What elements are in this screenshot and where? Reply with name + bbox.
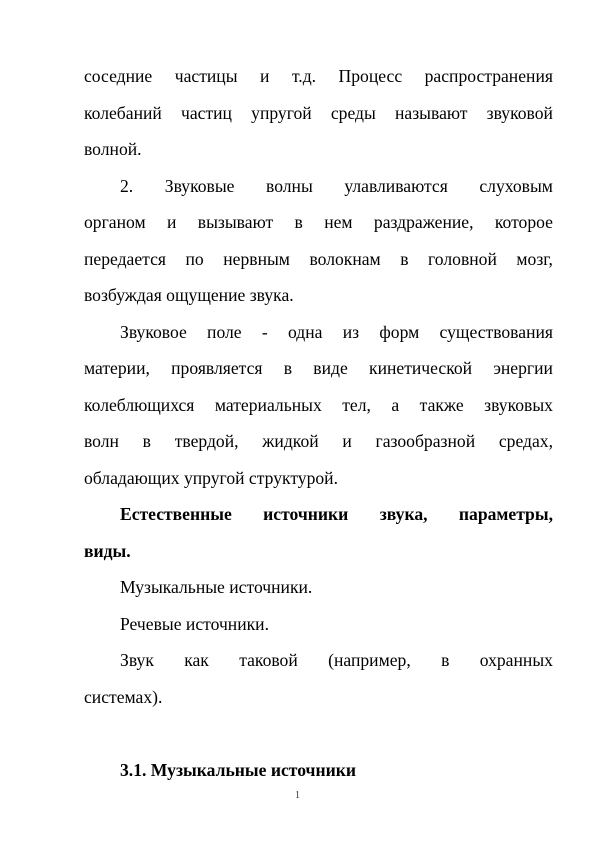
text-line	[84, 314, 553, 351]
word: Звуковое	[120, 321, 187, 342]
word: охранных	[479, 650, 553, 670]
word: как	[184, 650, 209, 670]
word: поле	[207, 321, 242, 342]
paragraph-2	[84, 168, 553, 314]
word: Процесс	[338, 66, 403, 86]
word: раздражение,	[373, 212, 474, 232]
word: в	[400, 248, 409, 269]
text-line	[84, 241, 553, 278]
word: упругой	[251, 102, 312, 123]
text-line	[84, 58, 553, 95]
text-line	[84, 423, 553, 460]
line-text: обладающих упругой структурой.	[84, 467, 338, 488]
text-line	[84, 569, 553, 606]
word: нем	[324, 212, 353, 232]
word: распространения	[424, 66, 553, 86]
word: средах,	[498, 431, 553, 451]
word: твердой,	[174, 431, 239, 451]
paragraph-field	[84, 314, 553, 497]
word: материальных	[214, 394, 322, 415]
word: которое	[494, 212, 553, 232]
word: проявляется	[171, 358, 263, 378]
word: соседние	[84, 66, 153, 86]
paragraph-gap	[84, 715, 553, 752]
document-page	[84, 58, 553, 788]
text-line	[84, 387, 553, 424]
word: виде	[313, 358, 348, 378]
text-line	[84, 642, 553, 679]
line-text: волной.	[84, 139, 142, 159]
word: нервным	[223, 248, 290, 269]
word: существования	[439, 321, 553, 342]
text-line	[84, 606, 553, 643]
word: частиц	[180, 102, 232, 123]
word: -	[261, 321, 268, 342]
text-line	[84, 496, 553, 533]
word: 2.	[120, 175, 134, 196]
word: форм	[379, 321, 420, 342]
paragraph-speech	[84, 606, 553, 643]
word: звуковой	[486, 102, 553, 123]
word: головной	[428, 248, 497, 269]
paragraph-music	[84, 569, 553, 606]
word: из	[342, 321, 360, 342]
line-text: 3.1. Музыкальные источники	[120, 759, 357, 780]
paragraph-heading	[84, 496, 553, 569]
page-number: 1	[295, 790, 300, 801]
word: колебаний	[84, 102, 162, 123]
text-line	[84, 204, 553, 241]
paragraph-continuation	[84, 58, 553, 168]
line-text: Речевые источники.	[120, 613, 269, 634]
word: среды	[330, 102, 376, 123]
word: звука,	[379, 504, 428, 524]
word: вызывают	[197, 212, 274, 232]
word: и	[342, 431, 352, 451]
word: газообразной	[375, 431, 476, 451]
word: Звук	[120, 650, 154, 670]
word: также	[419, 394, 464, 415]
word: в	[294, 212, 303, 232]
line-text: системах).	[84, 686, 163, 707]
word: а	[391, 394, 400, 415]
word: Естественные	[120, 504, 232, 524]
word: мозг,	[516, 248, 553, 269]
word: одна	[288, 321, 323, 342]
word: жидкой	[262, 431, 319, 451]
paragraph-sound	[84, 642, 553, 715]
word: звуковых	[484, 394, 553, 415]
line-text: возбуждая ощущение звука.	[84, 285, 294, 305]
text-line	[84, 752, 553, 789]
word: по	[185, 248, 204, 269]
word: материи,	[84, 358, 150, 378]
word: называют	[395, 102, 468, 123]
word: частицы	[174, 66, 238, 86]
text-line	[84, 679, 553, 716]
text-line	[84, 168, 553, 205]
text-line	[84, 95, 553, 132]
word: волокнам	[309, 248, 381, 269]
line-text: Музыкальные источники.	[120, 577, 313, 597]
text-line	[84, 277, 553, 314]
text-line	[84, 350, 553, 387]
word: в	[283, 358, 293, 378]
word: энергии	[493, 358, 553, 378]
word: Звуковые	[164, 175, 235, 196]
text-line	[84, 131, 553, 168]
word: в	[441, 650, 450, 670]
word: и	[260, 66, 270, 86]
text-line	[84, 533, 553, 570]
word: передается	[84, 248, 166, 269]
word: источники	[263, 504, 349, 524]
paragraph-section	[84, 752, 553, 789]
word: улавливаются	[344, 175, 448, 196]
word: и	[167, 212, 177, 232]
word: в	[142, 431, 151, 451]
word: волн	[84, 431, 119, 451]
word: слуховым	[479, 175, 553, 196]
word: таковой	[239, 650, 298, 670]
word: т.д.	[291, 66, 317, 86]
word: органом	[84, 212, 146, 232]
word: волны	[266, 175, 313, 196]
word: параметры,	[458, 504, 553, 524]
word: кинетической	[369, 358, 473, 378]
line-text: виды.	[84, 540, 131, 561]
word: тел,	[342, 394, 371, 415]
word: колеблющихся	[84, 394, 195, 415]
word: (например,	[328, 650, 411, 670]
text-line	[84, 460, 553, 497]
